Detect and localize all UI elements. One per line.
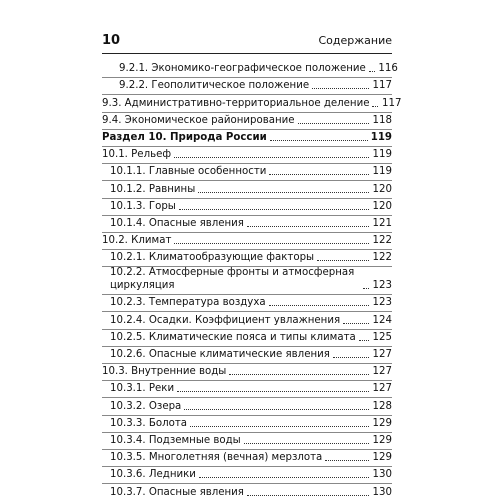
leader-dots bbox=[174, 243, 369, 244]
toc-entry[interactable] bbox=[102, 347, 392, 363]
leader-dots bbox=[372, 106, 378, 107]
toc-entry[interactable] bbox=[102, 164, 392, 180]
toc-entry-title: 10.1.4. Опасные явления bbox=[110, 217, 244, 229]
toc-entry-page: 117 bbox=[382, 97, 402, 109]
toc-entry-page: 128 bbox=[372, 400, 392, 412]
leader-dots bbox=[333, 357, 369, 358]
leader-dots bbox=[317, 260, 369, 261]
toc-entry-title: 10.3.4. Подземные воды bbox=[110, 434, 241, 446]
toc-entry-title: 10.2.3. Температура воздуха bbox=[110, 297, 266, 309]
toc-entry-page: 130 bbox=[372, 486, 392, 498]
toc-entry-page: 125 bbox=[372, 331, 392, 343]
toc-entry[interactable] bbox=[102, 199, 392, 215]
header-rule bbox=[102, 53, 392, 54]
toc-entry[interactable] bbox=[102, 381, 392, 397]
leader-dots bbox=[198, 192, 369, 193]
toc-entry-page: 129 bbox=[372, 434, 392, 446]
toc-entry-page: 120 bbox=[372, 200, 392, 212]
toc-entry[interactable] bbox=[102, 433, 392, 449]
toc-entry-title: 10.3.6. Ледники bbox=[110, 469, 196, 481]
toc-entry-page: 121 bbox=[372, 217, 392, 229]
toc-entry-page: 130 bbox=[372, 469, 392, 481]
toc-entry[interactable] bbox=[102, 295, 392, 311]
toc-entry[interactable] bbox=[102, 95, 402, 111]
toc-entry-title: Раздел 10. Природа России bbox=[102, 131, 267, 143]
toc-entry-page: 119 bbox=[370, 131, 392, 143]
toc-entry-page: 120 bbox=[372, 183, 392, 195]
toc-entry-title: 10.3.2. Озера bbox=[110, 400, 182, 412]
leader-dots bbox=[343, 323, 369, 324]
toc-entry-page: 124 bbox=[372, 314, 392, 326]
leader-dots bbox=[184, 409, 369, 410]
leader-dots bbox=[312, 88, 369, 89]
toc-entry-page: 119 bbox=[372, 166, 392, 178]
leader-dots bbox=[177, 391, 369, 392]
toc-entry-page: 118 bbox=[372, 114, 392, 126]
leader-dots bbox=[247, 495, 369, 496]
leader-dots bbox=[174, 157, 369, 158]
toc-entry-title: 10.3.7. Опасные явления bbox=[110, 486, 244, 498]
toc-entry-page: 122 bbox=[372, 252, 392, 264]
toc-entry[interactable] bbox=[102, 330, 392, 346]
toc-entry[interactable] bbox=[102, 130, 392, 146]
toc-entry[interactable] bbox=[102, 398, 392, 414]
toc-entry-title: 9.4. Экономическое районирование bbox=[102, 114, 295, 126]
toc-entry-page: 129 bbox=[372, 417, 392, 429]
leader-dots bbox=[325, 460, 369, 461]
toc-entry-page: 119 bbox=[372, 149, 392, 161]
toc-entry-title: 10.2.6. Опасные климатические явления bbox=[110, 349, 330, 360]
leader-dots bbox=[369, 71, 375, 72]
toc-entry-title: 10.1.3. Горы bbox=[110, 200, 176, 212]
leader-dots bbox=[363, 288, 369, 289]
toc-entry-title: 10.1.2. Равнины bbox=[110, 183, 196, 195]
toc-entry-title: 10.3.5. Многолетняя (вечная) мерзлота bbox=[110, 452, 323, 464]
leader-dots bbox=[179, 209, 369, 210]
toc-entry-title: 10.2.2. Атмосферные фронты и атмосферная циркуляция bbox=[110, 267, 355, 292]
toc-entry[interactable] bbox=[102, 467, 392, 483]
leader-dots bbox=[199, 477, 369, 478]
page-number: 10 bbox=[102, 33, 121, 48]
toc-entry-title: 10.3.1. Реки bbox=[110, 383, 175, 395]
toc-entry[interactable] bbox=[102, 233, 392, 249]
page-header bbox=[102, 33, 392, 53]
toc-entry-title: 10.1.1. Главные особенности bbox=[110, 166, 267, 178]
leader-dots bbox=[270, 140, 368, 141]
leader-dots bbox=[298, 123, 370, 124]
toc-entry-title: 9.2.1. Экономико-географическое положение bbox=[119, 63, 366, 75]
toc-entry[interactable] bbox=[102, 78, 392, 94]
toc-entry-title: 10.3.3. Болота bbox=[110, 417, 188, 429]
toc-entry[interactable] bbox=[102, 416, 392, 432]
toc-entry[interactable] bbox=[102, 364, 392, 380]
toc-entry-title: 10.1. Рельеф bbox=[102, 149, 172, 161]
toc-entry[interactable] bbox=[102, 250, 392, 266]
toc-entry-page: 123 bbox=[372, 297, 392, 309]
toc-entry-page: 123 bbox=[372, 280, 392, 292]
toc-entry[interactable] bbox=[102, 267, 392, 294]
leader-dots bbox=[229, 374, 369, 375]
leader-dots bbox=[269, 174, 369, 175]
toc-entry-page: 129 bbox=[372, 452, 392, 464]
table-of-contents bbox=[102, 61, 402, 501]
leader-dots bbox=[269, 305, 369, 306]
running-title: Содержание bbox=[318, 34, 392, 47]
toc-entry-title: 10.2.1. Климатообразующие факторы bbox=[110, 252, 315, 264]
toc-entry[interactable] bbox=[102, 450, 392, 466]
toc-entry[interactable] bbox=[102, 312, 392, 328]
toc-entry[interactable] bbox=[102, 147, 392, 163]
leader-dots bbox=[244, 443, 369, 444]
toc-entry-page: 127 bbox=[372, 383, 392, 395]
toc-entry-page: 127 bbox=[372, 349, 392, 360]
toc-entry-page: 117 bbox=[372, 80, 392, 92]
toc-entry-title: 10.2. Климат bbox=[102, 235, 172, 247]
toc-entry-page: 116 bbox=[378, 63, 398, 75]
toc-entry-page: 122 bbox=[372, 235, 392, 247]
toc-entry[interactable] bbox=[102, 484, 392, 500]
toc-entry[interactable] bbox=[102, 61, 398, 77]
toc-entry-title: 10.3. Внутренние воды bbox=[102, 366, 227, 378]
leader-dots bbox=[247, 226, 369, 227]
toc-entry[interactable] bbox=[102, 113, 392, 129]
toc-entry[interactable] bbox=[102, 216, 392, 232]
toc-entry-page: 127 bbox=[372, 366, 392, 378]
toc-entry-title: 9.3. Административно-территориальное деление bbox=[102, 97, 370, 109]
leader-dots bbox=[359, 340, 369, 341]
toc-entry-title: 10.2.5. Климатические пояса и типы климата bbox=[110, 331, 356, 343]
toc-entry-title: 10.2.4. Осадки. Коэффициент увлажнения bbox=[110, 314, 341, 326]
toc-entry-title: 9.2.2. Геополитическое положение bbox=[119, 80, 310, 92]
leader-dots bbox=[190, 426, 369, 427]
toc-entry[interactable] bbox=[102, 181, 392, 197]
